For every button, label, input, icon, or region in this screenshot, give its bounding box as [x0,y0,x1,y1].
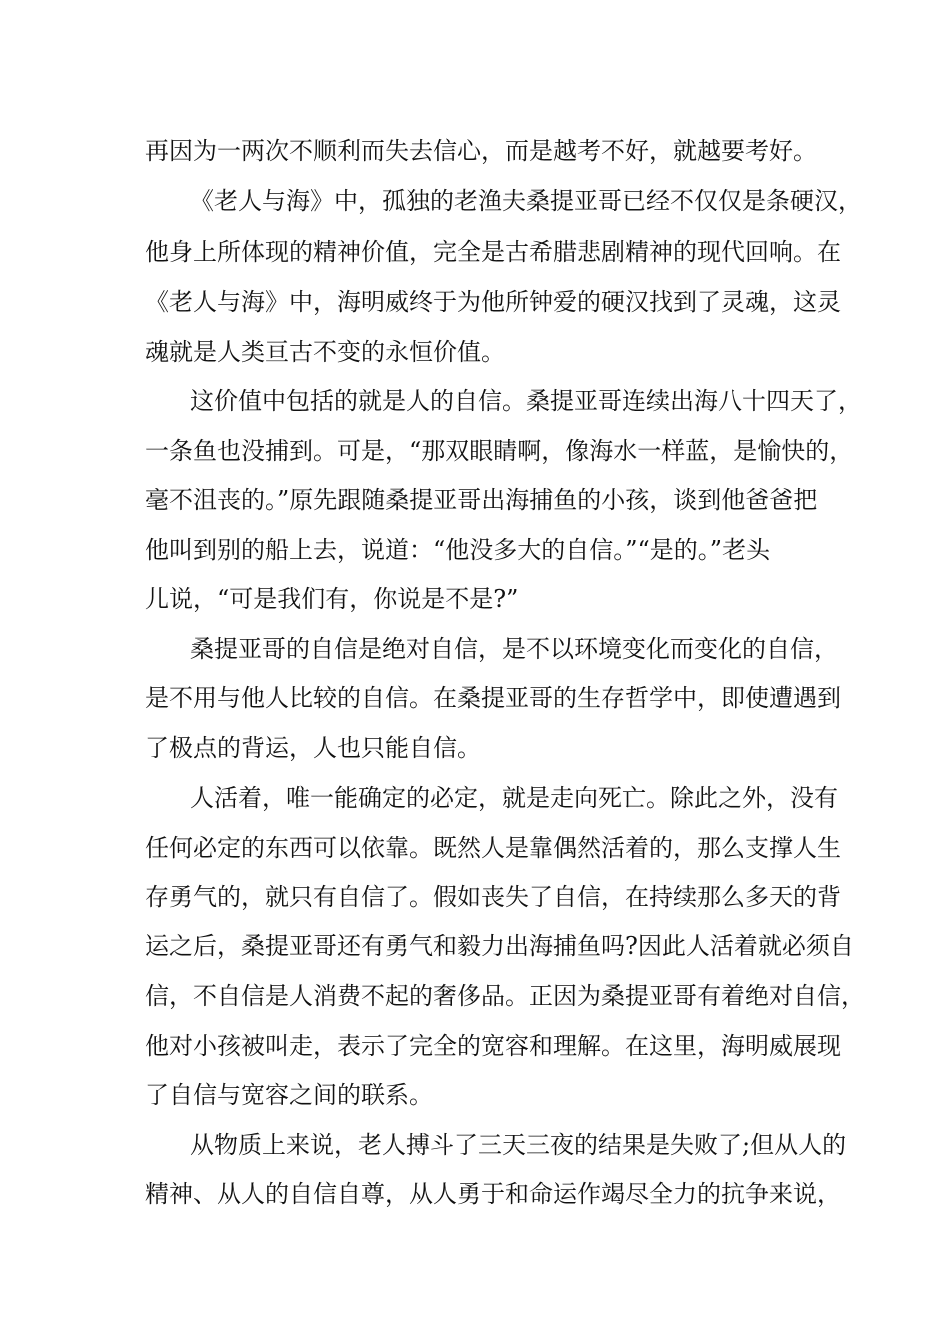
text-line: 任何必定的东西可以依靠。既然人是靠偶然活着的，那么支撑人生 [145,834,841,862]
text-line: 存勇气的，就只有自信了。假如丧失了自信，在持续那么多天的背 [145,883,841,911]
text-line: 《老人与海》中，海明威终于为他所钟爱的硬汉找到了灵魂，这灵 [145,288,841,316]
text-line: 运之后，桑提亚哥还有勇气和毅力出海捕鱼吗?因此人活着就必须自 [145,932,854,960]
text-line: 了自信与宽容之间的联系。 [145,1081,433,1109]
text-line: 人活着，唯一能确定的必定，就是走向死亡。除此之外，没有 [190,784,838,812]
text-line: 是不用与他人比较的自信。在桑提亚哥的生存哲学中，即使遭遇到 [145,684,841,712]
text-line: 了极点的背运，人也只能自信。 [145,734,481,762]
text-line: 他叫到别的船上去，说道：“他没多大的自信。”“是的。”老头 [145,536,771,564]
text-line: 信，不自信是人消费不起的奢侈品。正因为桑提亚哥有着绝对自信， [145,982,865,1010]
text-line: 精神、从人的自信自尊，从人勇于和命运作竭尽全力的抗争来说， [145,1180,841,1208]
text-line: 毫不沮丧的。”原先跟随桑提亚哥出海捕鱼的小孩，谈到他爸爸把 [145,486,818,514]
text-line: 一条鱼也没捕到。可是，“那双眼睛啊，像海水一样蓝，是愉快的， [145,437,854,465]
text-line: 魂就是人类亘古不变的永恒价值。 [145,338,505,366]
text-line: 从物质上来说，老人搏斗了三天三夜的结果是失败了;但从人的 [190,1131,847,1159]
text-line: 儿说，“可是我们有，你说是不是?” [145,585,519,613]
text-line: 这价值中包括的就是人的自信。桑提亚哥连续出海八十四天了， [190,387,862,415]
text-line: 《老人与海》中，孤独的老渔夫桑提亚哥已经不仅仅是条硬汉， [190,187,862,215]
text-line: 桑提亚哥的自信是绝对自信，是不以环境变化而变化的自信， [190,635,838,663]
text-line: 再因为一两次不顺利而失去信心，而是越考不好，就越要考好。 [145,137,817,165]
text-line: 他对小孩被叫走，表示了完全的宽容和理解。在这里，海明威展现 [145,1032,841,1060]
text-line: 他身上所体现的精神价值，完全是古希腊悲剧精神的现代回响。在 [145,238,841,266]
